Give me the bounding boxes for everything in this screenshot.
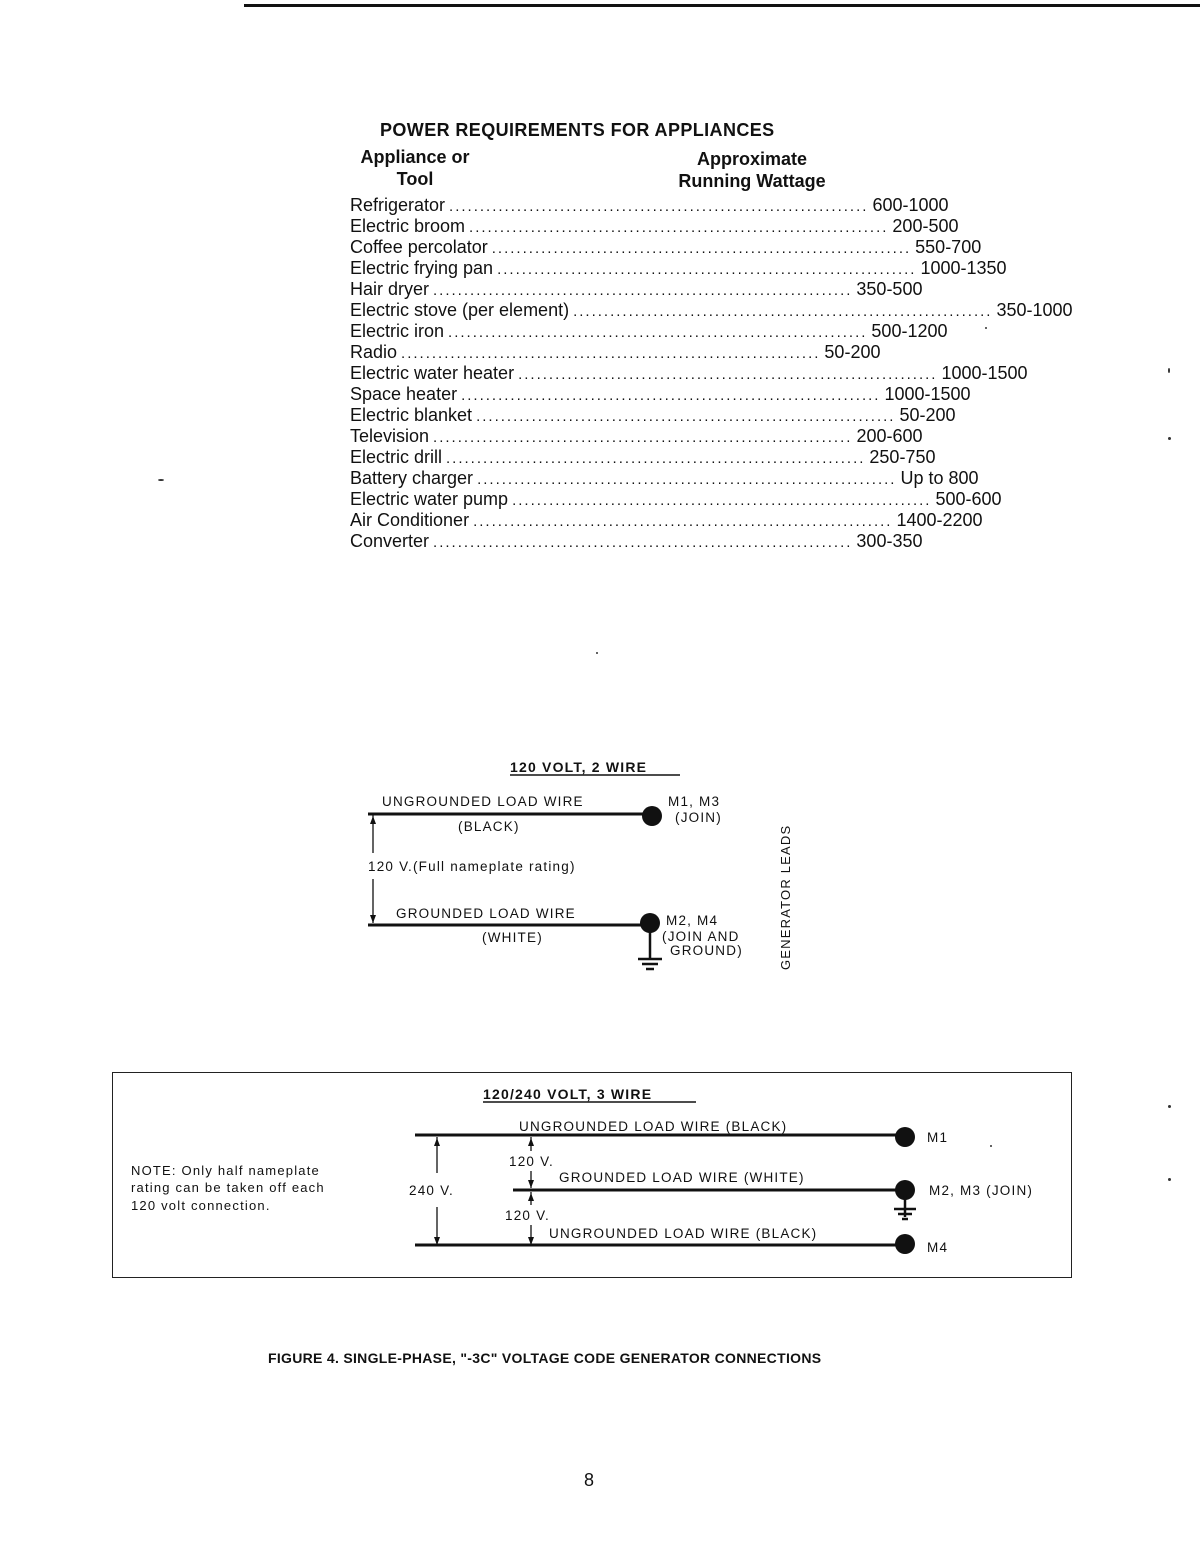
terminal-dot xyxy=(640,913,660,933)
leader-dots: .................................................................... xyxy=(476,408,896,425)
leader-dots: .................................................................... xyxy=(473,513,893,530)
table-row xyxy=(350,489,1002,510)
generator-leads-label: GENERATOR LEADS xyxy=(778,824,793,970)
terminal-dot xyxy=(895,1127,915,1147)
terminal-bottom-label: M2, M4 xyxy=(666,913,719,928)
table-row xyxy=(350,426,923,447)
leader-dots: .................................................................... xyxy=(433,429,853,446)
appliance-wattage: 250-750 xyxy=(869,447,936,467)
appliance-name: Space heater xyxy=(350,384,458,404)
appliance-name: Air Conditioner xyxy=(350,510,470,530)
appliance-wattage: 200-500 xyxy=(892,216,959,236)
appliance-wattage: 300-350 xyxy=(856,531,923,551)
table-row xyxy=(350,384,971,405)
appliance-name: Electric broom xyxy=(350,216,466,236)
top-rule xyxy=(244,4,1200,7)
leader-dots: .................................................................... xyxy=(433,534,853,551)
table-row xyxy=(350,405,956,426)
leader-dots: .................................................................... xyxy=(401,345,821,362)
leader-dots: .................................................................... xyxy=(491,240,912,257)
arrow-up-icon xyxy=(528,1193,534,1201)
terminal-top-label: M1 xyxy=(927,1130,949,1145)
table-row xyxy=(350,531,923,552)
appliance-name: Radio xyxy=(350,342,398,362)
scan-speck xyxy=(1168,368,1170,373)
grounded-wire-label: GROUNDED LOAD WIRE xyxy=(396,906,576,921)
appliance-wattage: 50-200 xyxy=(899,405,956,425)
arrow-down-icon xyxy=(528,1180,534,1188)
leader-dots: .................................................................... xyxy=(573,303,993,320)
table-row xyxy=(350,300,1073,321)
grounded-color-label: (WHITE) xyxy=(482,930,543,945)
leader-dots: .................................................................... xyxy=(477,471,897,488)
ungrounded-color-label: (BLACK) xyxy=(458,819,520,834)
appliance-wattage: 1000-1500 xyxy=(941,363,1028,383)
terminal-dot xyxy=(642,806,662,826)
page-number: 8 xyxy=(584,1470,595,1490)
ground-icon xyxy=(638,931,662,969)
upper-voltage-label: 120 V. xyxy=(509,1154,554,1169)
leader-dots: .................................................................... xyxy=(497,261,917,278)
lower-voltage-label: 120 V. xyxy=(505,1208,550,1223)
appliance-name: Electric drill xyxy=(350,447,443,467)
column-header-appliance xyxy=(350,146,480,190)
appliance-name: Converter xyxy=(350,531,430,551)
appliance-name: Electric blanket xyxy=(350,405,473,425)
appliance-wattage: 50-200 xyxy=(824,342,881,362)
diagram-120-240v-3wire-svg xyxy=(113,1073,1070,1276)
terminal-middle-label: M2, M3 (JOIN) xyxy=(929,1183,1034,1198)
total-voltage-label: 240 V. xyxy=(409,1183,454,1198)
table-row xyxy=(350,342,881,363)
appliance-wattage: 550-700 xyxy=(915,237,982,257)
appliance-name: Electric frying pan xyxy=(350,258,494,278)
leader-dots: .................................................................... xyxy=(446,450,866,467)
terminal-top-label: M1, M3 xyxy=(668,794,721,809)
table-row xyxy=(350,510,983,531)
diagram-120v-2wire-svg xyxy=(360,755,800,985)
voltage-label: 120 V.(Full nameplate rating) xyxy=(368,859,576,874)
terminal-dot xyxy=(895,1234,915,1254)
arrow-up-icon xyxy=(434,1138,440,1146)
appliance-name: Battery charger xyxy=(350,468,474,488)
scan-speck xyxy=(1168,437,1171,440)
wire-middle-label: GROUNDED LOAD WIRE (WHITE) xyxy=(559,1170,805,1185)
table-row xyxy=(350,216,959,237)
note-line-3: 120 volt connection. xyxy=(131,1198,271,1213)
appliance-name: Electric stove (per element) xyxy=(350,300,570,320)
diagram-120v-2wire xyxy=(360,755,800,985)
note-line-2: rating can be taken off each xyxy=(131,1180,325,1195)
column-header-appliance-line1: Appliance or xyxy=(360,147,470,167)
leader-dots: .................................................................... xyxy=(433,282,853,299)
table-row xyxy=(350,258,1007,279)
arrow-up-icon xyxy=(370,816,376,824)
scan-speck xyxy=(985,327,987,329)
table-row xyxy=(350,279,923,300)
appliance-wattage: 1000-1500 xyxy=(884,384,971,404)
leader-dots: .................................................................... xyxy=(461,387,881,404)
scan-speck xyxy=(990,1145,992,1147)
appliance-name: Electric water pump xyxy=(350,489,509,509)
wire-bottom-label: UNGROUNDED LOAD WIRE (BLACK) xyxy=(549,1226,818,1241)
scan-speck xyxy=(158,479,164,481)
leader-dots: .................................................................... xyxy=(518,366,938,383)
appliance-wattage: 350-1000 xyxy=(996,300,1073,320)
arrow-up-icon xyxy=(528,1138,534,1146)
terminal-bottom-note-2: GROUND) xyxy=(670,943,743,958)
column-header-appliance-line2: Tool xyxy=(396,169,434,189)
terminal-bottom-note-1: (JOIN AND xyxy=(662,929,740,944)
appliance-wattage: 1400-2200 xyxy=(896,510,983,530)
appliance-name: Electric iron xyxy=(350,321,445,341)
appliance-wattage: 1000-1350 xyxy=(920,258,1007,278)
appliance-name: Television xyxy=(350,426,430,446)
wire-top-label: UNGROUNDED LOAD WIRE (BLACK) xyxy=(519,1119,788,1134)
table-row xyxy=(350,363,1028,384)
scan-speck xyxy=(1168,1178,1171,1181)
appliance-wattage: 200-600 xyxy=(856,426,923,446)
diagram-title: 120/240 VOLT, 3 WIRE xyxy=(483,1086,653,1102)
appliance-name: Hair dryer xyxy=(350,279,430,299)
appliance-table xyxy=(350,195,1073,552)
terminal-bottom-label: M4 xyxy=(927,1240,949,1255)
appliance-name: Refrigerator xyxy=(350,195,446,215)
table-row xyxy=(350,237,982,258)
scan-speck xyxy=(1168,1105,1171,1108)
column-header-wattage-line1: Approximate xyxy=(696,149,808,169)
diagram-title: 120 VOLT, 2 WIRE xyxy=(510,759,648,775)
appliance-wattage: 500-1200 xyxy=(871,321,948,341)
leader-dots: .................................................................... xyxy=(512,492,932,509)
column-header-wattage xyxy=(664,148,840,192)
appliance-wattage: 350-500 xyxy=(856,279,923,299)
figure-caption: FIGURE 4. SINGLE-PHASE, "-3C" VOLTAGE CODE GENERATOR CONNECTIONS xyxy=(268,1350,822,1366)
table-row xyxy=(350,321,948,342)
leader-dots: .................................................................... xyxy=(448,324,868,341)
arrow-down-icon xyxy=(370,915,376,923)
leader-dots: .................................................................... xyxy=(449,198,869,215)
table-row xyxy=(350,195,949,216)
scan-speck xyxy=(596,652,598,654)
diagram-120-240v-3wire xyxy=(112,1072,1072,1278)
appliance-name: Coffee percolator xyxy=(350,237,488,257)
appliance-wattage: Up to 800 xyxy=(900,468,979,488)
ground-icon xyxy=(894,1195,916,1219)
appliance-wattage: 500-600 xyxy=(935,489,1002,509)
table-row xyxy=(350,447,936,468)
table-row xyxy=(350,468,979,489)
column-header-wattage-line2: Running Wattage xyxy=(678,171,826,191)
leader-dots: .................................................................... xyxy=(469,219,889,236)
terminal-top-note: (JOIN) xyxy=(675,810,722,825)
appliance-name: Electric water heater xyxy=(350,363,515,383)
table-title: POWER REQUIREMENTS FOR APPLIANCES xyxy=(380,120,775,140)
appliance-wattage: 600-1000 xyxy=(872,195,949,215)
ungrounded-wire-label: UNGROUNDED LOAD WIRE xyxy=(382,794,584,809)
note-line-1: NOTE: Only half nameplate xyxy=(131,1163,320,1178)
